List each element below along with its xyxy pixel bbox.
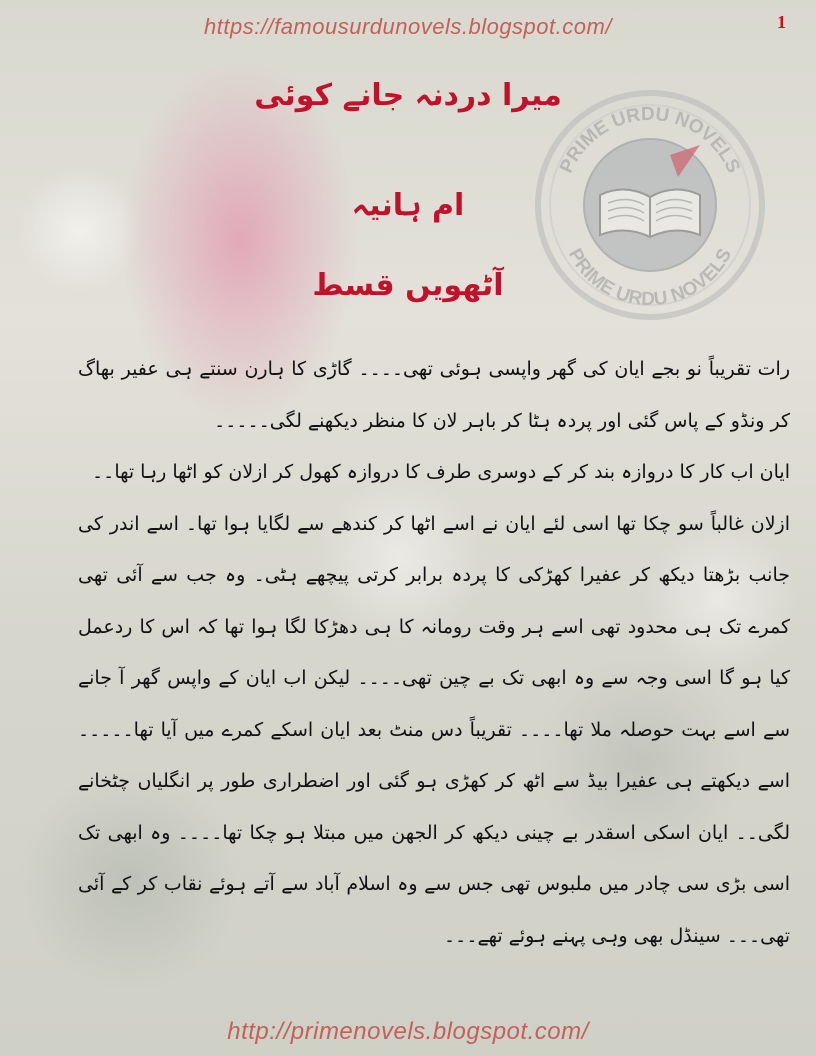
paragraph: ازلان غالباً سو چکا تھا اسی لئے ایان نے اسے اٹھا کر کندھے سے لگایا ہوا تھا۔ اسے اندر کی جانب بڑھتا دیکھ کر عفیرا کھڑکی کا پردہ برابر کرتی پیچھے ہٹی۔ وہ جب سے آئی تھی کمرے تک ہی محدود تھی اسے ہر وقت رومانہ کا ہی دھڑکا لگا ہوا تھا کہ اس کا ردعمل کیا ہو گا اسی وجہ سے وہ ابھی تک بے چین تھی۔۔۔۔ لیکن اب ایان کے واپس گھر آ جانے سے اسے بہت حوصلہ ملا تھا۔۔۔۔ تقریباً دس منٹ بعد ایان اسکے کمرے میں آیا تھا۔۔۔۔۔ اسے دیکھتے ہی عفیرا بیڈ سے اٹھ کر کھڑی ہو گئی اور اضطراری طور پر انگلیاں چٹخانے لگی۔۔ ایان اسکی اسقدر بے چینی دیکھ کر الجھن میں مبتلا ہو چکا تھا۔۔۔۔ وہ ابھی تک اسی بڑی سی چادر میں ملبوس تھی جس سے وہ اسلام آباد سے آتے ہوئے نقاب کر کے آئی تھی۔۔۔ سینڈل بھی وہی پہنے ہوئے تھے۔۔۔ bbox=[78, 512, 790, 947]
watermark-top-text: PRIME URDU NOVELS bbox=[556, 103, 744, 177]
footer-url-link[interactable]: http://primenovels.blogspot.com/ bbox=[227, 1018, 589, 1045]
paragraph: رات تقریباً نو بجے ایان کی گھر واپسی ہوئی تھی۔۔۔۔ گاڑی کا ہارن سنتے ہی عفیر بھاگ کر ونڈو کے پاس گئی اور پردہ ہٹا کر باہر لان کا منظر دیکھنے لگی۔۔۔۔۔ bbox=[78, 358, 790, 432]
episode-title: آٹھویں قسط bbox=[312, 268, 504, 303]
paragraph: ایان اب کار کا دروازہ بند کر کے دوسری طرف کا دروازہ کھول کر ازلان کو اٹھا رہا تھا۔۔ bbox=[92, 461, 790, 483]
author-name: ام ہانیہ bbox=[351, 188, 465, 223]
novel-title: میرا دردنہ جانے کوئی bbox=[254, 78, 562, 113]
story-body bbox=[78, 344, 790, 962]
header-url-link[interactable]: https://famousurdunovels.blogspot.com/ bbox=[204, 14, 612, 39]
page-number: 1 bbox=[777, 12, 786, 32]
watermark-bottom-text: PRIME URDU NOVELS bbox=[563, 245, 737, 311]
